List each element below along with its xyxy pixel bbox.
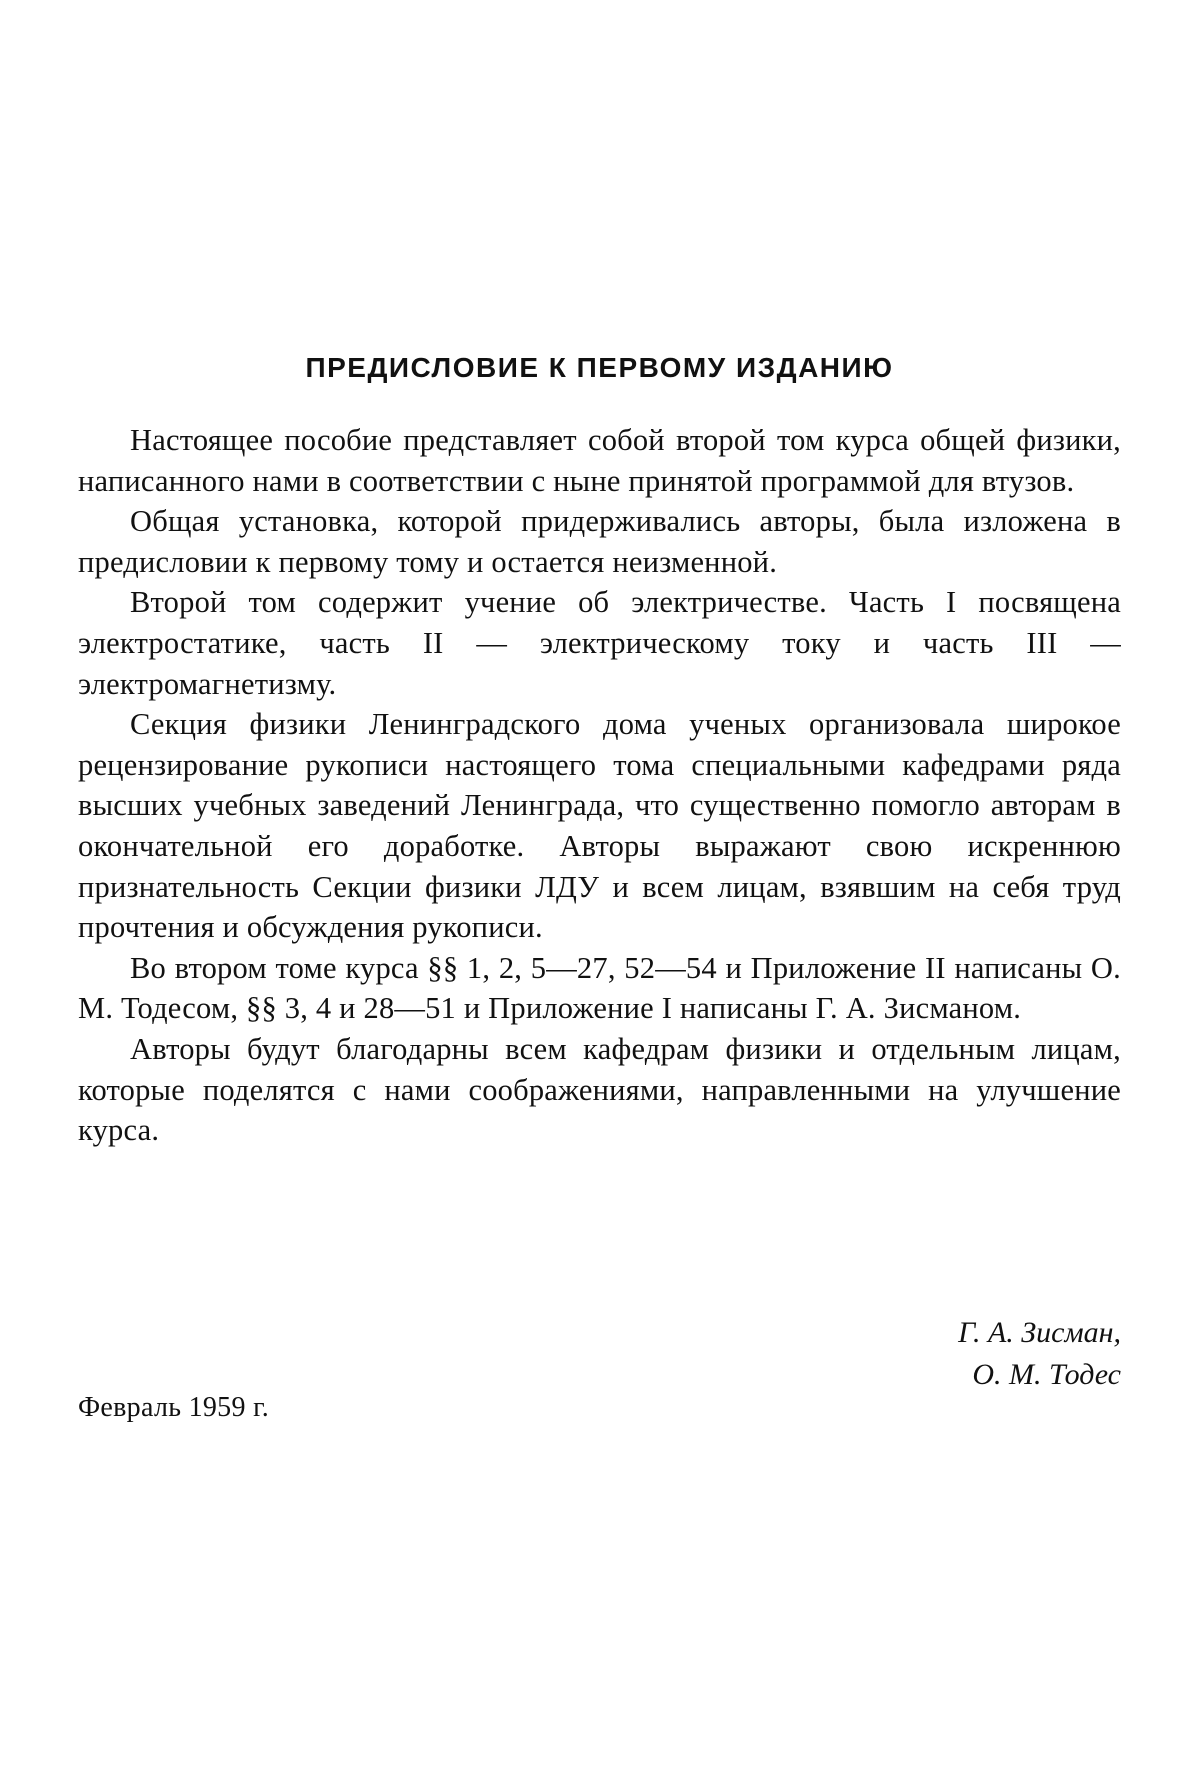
preface-body xyxy=(78,420,1121,1151)
signature-zisman: Г. А. Зисман, xyxy=(958,1316,1121,1349)
author-signatures xyxy=(958,1312,1121,1396)
page-title: ПРЕДИСЛОВИЕ К ПЕРВОМУ ИЗДАНИЮ xyxy=(305,352,894,383)
paragraph-3: Второй том содержит учение об электричестве. Часть I посвящена электростатике, часть II — электрическому току и часть III — электромагнетизму. xyxy=(78,585,1121,701)
paragraph-1: Настоящее пособие представляет собой второй том курса общей физики, написанного нами в соответствии с ныне принятой программой для втузов. xyxy=(78,423,1121,498)
paragraph-4: Секция физики Ленинградского дома ученых организовала широкое рецензирование рукописи настоящего тома специальными кафедрами ряда высших учебных заведений Ленинграда, что существенно помогло авторам в окончательной его доработке. Авторы выражают свою искреннюю признательность Секции физики ЛДУ и всем лицам, взявшим на себя труд прочтения и обсуждения рукописи. xyxy=(78,707,1121,945)
paragraph-5: Во втором томе курса §§ 1, 2, 5—27, 52—54 и Приложение II написаны О. М. Тодесом, §§ 3, 4 и 28—51 и Приложение I написаны Г. А. Зисманом. xyxy=(78,950,1121,1026)
document-page xyxy=(78,0,1121,1779)
date-line: Февраль 1959 г. xyxy=(78,1392,270,1423)
paragraph-6: Авторы будут благодарны всем кафедрам физики и отдельным лицам, которые поделятся с нами соображениями, направленными на улучшение курса. xyxy=(78,1031,1121,1148)
paragraph-2: Общая установка, которой придерживались авторы, была изложена в предисловии к первому тому и остается неизменной. xyxy=(78,504,1121,579)
signature-todes: О. М. Тодес xyxy=(972,1358,1121,1391)
